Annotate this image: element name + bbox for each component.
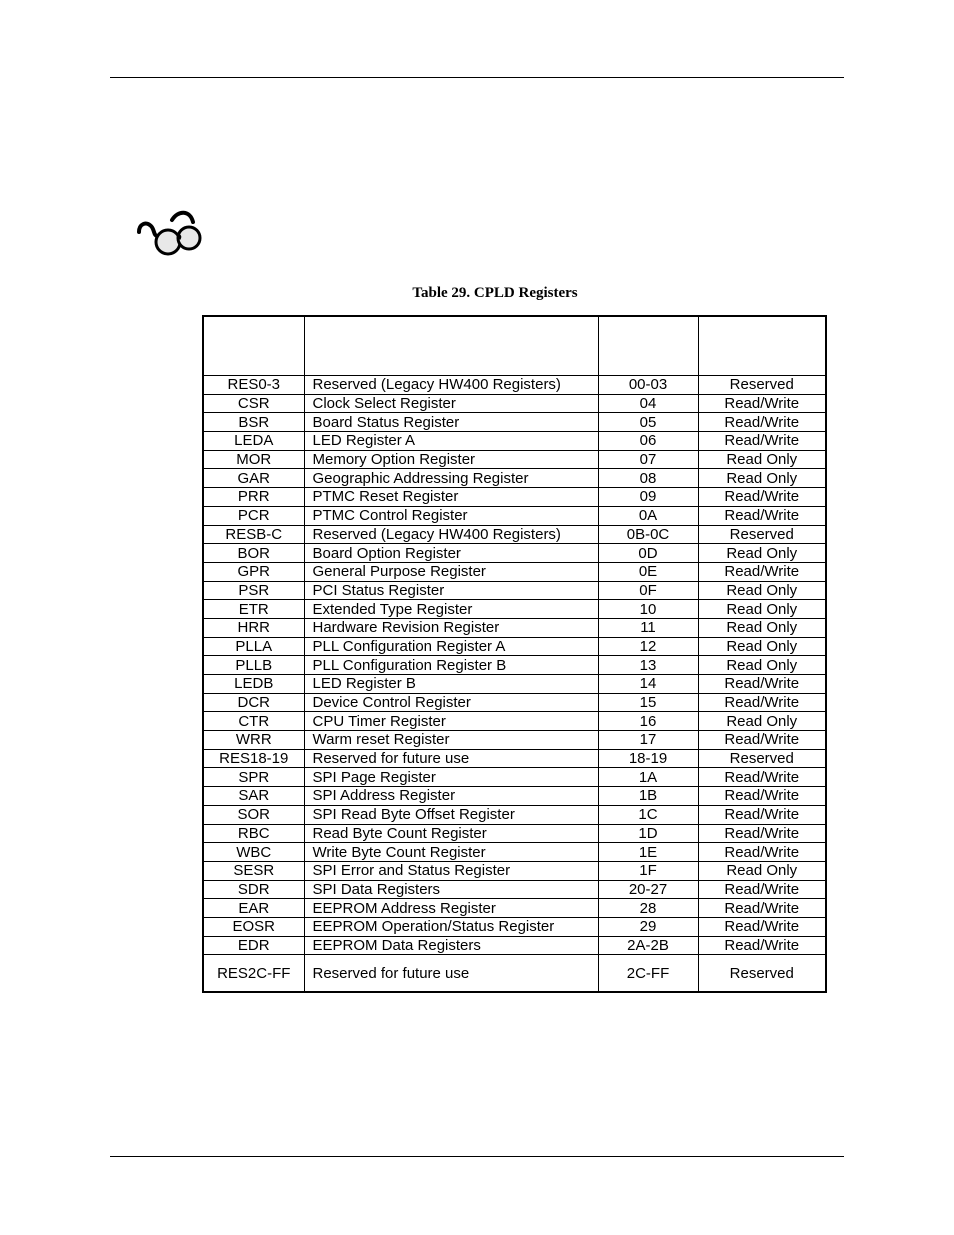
register-address: 12 [598,637,698,656]
register-access: Read/Write [698,506,826,525]
register-description: EEPROM Address Register [304,899,598,918]
register-description: PCI Status Register [304,581,598,600]
register-description: Hardware Revision Register [304,618,598,637]
register-name: EAR [203,899,304,918]
register-access: Read/Write [698,562,826,581]
register-description: SPI Error and Status Register [304,861,598,880]
register-description: EEPROM Data Registers [304,936,598,955]
register-name: RBC [203,824,304,843]
table-row [203,450,826,469]
register-address: 15 [598,693,698,712]
table-row [203,955,826,993]
table-row [203,861,826,880]
register-name: GAR [203,469,304,488]
register-access: Read Only [698,637,826,656]
table-row [203,899,826,918]
table-header-row [203,316,826,376]
register-name: BSR [203,413,304,432]
register-access: Read/Write [698,394,826,413]
header-cell [598,316,698,376]
register-description: PLL Configuration Register A [304,637,598,656]
register-description: Memory Option Register [304,450,598,469]
register-access: Read/Write [698,880,826,899]
register-address: 1F [598,861,698,880]
register-name: WRR [203,731,304,750]
register-address: 06 [598,432,698,451]
register-access: Read Only [698,544,826,563]
register-name: SPR [203,768,304,787]
table-row [203,581,826,600]
register-access: Read/Write [698,805,826,824]
header-cell [698,316,826,376]
register-access: Read/Write [698,432,826,451]
register-name: LEDB [203,675,304,694]
register-description: Reserved for future use [304,955,598,993]
register-name: DCR [203,693,304,712]
register-description: Geographic Addressing Register [304,469,598,488]
register-name: PLLB [203,656,304,675]
register-access: Reserved [698,376,826,395]
register-description: Read Byte Count Register [304,824,598,843]
register-name: ETR [203,600,304,619]
register-address: 0E [598,562,698,581]
table-row [203,917,826,936]
register-access: Read/Write [698,787,826,806]
register-access: Read/Write [698,843,826,862]
register-access: Reserved [698,955,826,993]
register-address: 28 [598,899,698,918]
header-rule [110,77,844,78]
register-access: Read Only [698,450,826,469]
register-access: Read/Write [698,731,826,750]
table-row [203,562,826,581]
register-address: 0D [598,544,698,563]
table-row [203,506,826,525]
table-row [203,880,826,899]
register-address: 09 [598,488,698,507]
table-row [203,731,826,750]
register-access: Read Only [698,861,826,880]
register-address: 1C [598,805,698,824]
table-row [203,749,826,768]
register-access: Read Only [698,618,826,637]
table-row [203,768,826,787]
register-access: Read/Write [698,675,826,694]
register-description: Device Control Register [304,693,598,712]
register-name: HRR [203,618,304,637]
register-address: 1A [598,768,698,787]
register-address: 05 [598,413,698,432]
table-row [203,376,826,395]
register-name: SOR [203,805,304,824]
register-name: PSR [203,581,304,600]
register-access: Read/Write [698,693,826,712]
register-access: Read/Write [698,488,826,507]
register-access: Read/Write [698,936,826,955]
register-description: PTMC Reset Register [304,488,598,507]
register-description: LED Register B [304,675,598,694]
register-name: SDR [203,880,304,899]
eyeglasses-icon [136,208,204,258]
register-address: 1E [598,843,698,862]
table-row [203,805,826,824]
register-description: Write Byte Count Register [304,843,598,862]
register-description: Warm reset Register [304,731,598,750]
register-description: Reserved for future use [304,749,598,768]
register-name: BOR [203,544,304,563]
register-access: Reserved [698,525,826,544]
cpld-registers-table [202,315,827,993]
register-access: Read/Write [698,824,826,843]
register-description: EEPROM Operation/Status Register [304,917,598,936]
register-address: 07 [598,450,698,469]
register-address: 13 [598,656,698,675]
register-address: 1B [598,787,698,806]
register-address: 2A-2B [598,936,698,955]
register-address: 14 [598,675,698,694]
register-name: RES2C-FF [203,955,304,993]
register-description: Extended Type Register [304,600,598,619]
register-name: RES18-19 [203,749,304,768]
register-address: 0B-0C [598,525,698,544]
register-description: PTMC Control Register [304,506,598,525]
table-row [203,675,826,694]
register-access: Read Only [698,469,826,488]
table-row [203,618,826,637]
table-row [203,656,826,675]
register-description: SPI Page Register [304,768,598,787]
register-description: PLL Configuration Register B [304,656,598,675]
register-access: Read Only [698,712,826,731]
register-name: SESR [203,861,304,880]
register-name: MOR [203,450,304,469]
register-name: CSR [203,394,304,413]
register-description: LED Register A [304,432,598,451]
register-name: RESB-C [203,525,304,544]
register-description: SPI Data Registers [304,880,598,899]
register-name: SAR [203,787,304,806]
register-access: Read/Write [698,899,826,918]
table-row [203,600,826,619]
register-name: LEDA [203,432,304,451]
register-address: 20-27 [598,880,698,899]
register-access: Reserved [698,749,826,768]
register-access: Read Only [698,600,826,619]
register-description: Reserved (Legacy HW400 Registers) [304,376,598,395]
register-access: Read/Write [698,917,826,936]
register-address: 29 [598,917,698,936]
register-address: 04 [598,394,698,413]
register-description: Clock Select Register [304,394,598,413]
table-row [203,787,826,806]
register-address: 17 [598,731,698,750]
register-address: 18-19 [598,749,698,768]
register-access: Read/Write [698,413,826,432]
register-address: 10 [598,600,698,619]
register-address: 16 [598,712,698,731]
table-row [203,824,826,843]
table-row [203,525,826,544]
register-access: Read Only [698,581,826,600]
register-name: CTR [203,712,304,731]
table-row [203,488,826,507]
register-address: 00-03 [598,376,698,395]
register-address: 08 [598,469,698,488]
table-row [203,394,826,413]
header-cell [203,316,304,376]
register-name: RES0-3 [203,376,304,395]
register-description: SPI Read Byte Offset Register [304,805,598,824]
register-address: 11 [598,618,698,637]
register-access: Read/Write [698,768,826,787]
register-address: 1D [598,824,698,843]
table-caption: Table 29. CPLD Registers [412,285,578,301]
register-description: Board Option Register [304,544,598,563]
table-row [203,936,826,955]
table-row [203,693,826,712]
register-name: EDR [203,936,304,955]
table-row [203,432,826,451]
register-name: WBC [203,843,304,862]
register-description: SPI Address Register [304,787,598,806]
register-description: Board Status Register [304,413,598,432]
header-cell [304,316,598,376]
register-address: 0F [598,581,698,600]
register-access: Read Only [698,656,826,675]
table-row [203,637,826,656]
table-row [203,413,826,432]
register-description: CPU Timer Register [304,712,598,731]
register-name: PRR [203,488,304,507]
table-row [203,843,826,862]
register-name: GPR [203,562,304,581]
table-row [203,544,826,563]
table-row [203,712,826,731]
register-name: PLLA [203,637,304,656]
register-description: Reserved (Legacy HW400 Registers) [304,525,598,544]
footer-rule [110,1156,844,1157]
table-row [203,469,826,488]
register-address: 2C-FF [598,955,698,993]
register-description: General Purpose Register [304,562,598,581]
register-name: PCR [203,506,304,525]
register-address: 0A [598,506,698,525]
register-name: EOSR [203,917,304,936]
